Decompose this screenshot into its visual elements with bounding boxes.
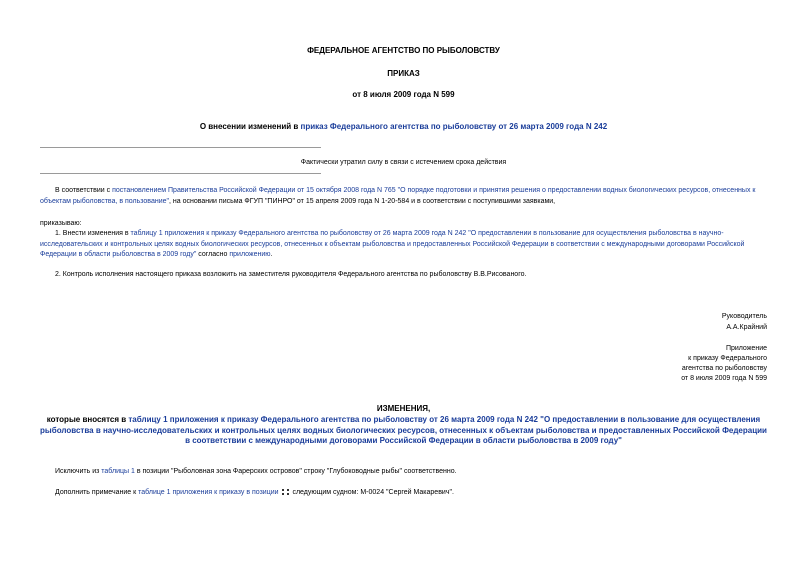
table-1-link[interactable]: таблицу 1 приложения к приказу Федерального агентства по рыболовству от 26 марта 2009 года N 242 "О предоставлении в пользование для осуществления рыболовства в научно-исследовательских и контрольных целях водных биологических ресурсов, отнесенных к объектам рыболовства и предоставленных Российской Федерации в соответствии с международными договорами Российской Федерации в области рыболовства в 2009 году": [40, 230, 745, 258]
item-1-paragraph: 1. Внести изменения в таблицу 1 приложения к приказу Федерального агентства по рыболовству от 26 марта 2009 года N 242 "О предоставлении в пользование для осуществления рыболовства в научно-исследовательских и контрольных целях водных биологических ресурсов, отнесенных к объектам рыболовства и предоставленных Российской Федерации в соответствии с международными договорами Российской Федерации в области рыболовства в 2009 году" согласно приложению.: [40, 230, 745, 258]
change-1-table-link[interactable]: таблицы 1: [101, 468, 135, 475]
changes-table-link[interactable]: таблицу 1 приложения к приказу Федерального агентства по рыболовству от 26 марта 2009 года N 242 "О предоставлении в пользование для осуществления рыболовства в научно-исследовательских и контрольных целях водных биологических ресурсов, отнесенных к объектам рыболовства и предоставленных Российской Федерации в соответствии с международными договорами Российской Федерации в области рыболовства в 2009 году": [40, 415, 767, 445]
signature-title: Руководитель: [721, 313, 767, 320]
document-subject: [0, 122, 807, 131]
changes-description: которые вносятся в таблицу 1 приложения к приказу Федерального агентства по рыболовству от 26 марта 2009 года N 242 "О предоставлении в пользование для осуществления рыболовства в научно-исследовательских и контрольных целях водных биологических ресурсов, отнесенных к объектам рыболовства и предоставленных Российской Федерации в соответствии с международными договорами Российской Федерации в области рыболовства в 2009 году": [40, 415, 767, 445]
item-2-paragraph: 2. Контроль исполнения настоящего приказа возложить на заместителя руководителя Федерального агентства по рыболовству В.В.Рисованого.: [55, 271, 527, 278]
preamble-paragraph: В соответствии с постановлением Правительства Российской Федерации от 15 октября 2008 года N 765 "О порядке подготовки и принятия решения о предоставлении водных биологических ресурсов, отнесенных к объектам рыболовства, в пользование", на основании письма ФГУП "ПИНРО" от 15 апреля 2009 года N 1-20-584 и в соответствии с поступившими заявками,: [40, 187, 756, 205]
resolution-link[interactable]: постановлением Правительства Российской Федерации от 15 октября 2008 года N 765 "О порядке подготовки и принятия решения о предоставлении водных биологических ресурсов, отнесенных к объектам рыболовства, в пользование": [40, 187, 756, 205]
status-note: Фактически утратил силу в связи с истечением срока действия: [300, 159, 507, 166]
changes-title: ИЗМЕНЕНИЯ,: [376, 404, 431, 413]
divider-bottom: [40, 173, 321, 174]
appendix-line-2: к приказу Федерального: [688, 355, 767, 362]
divider-top: [40, 147, 321, 148]
appendix-label: Приложение: [725, 345, 767, 352]
subject-prefix: О внесении изменений в: [199, 122, 301, 131]
dots-icon: [281, 489, 291, 495]
change-2: Дополнить примечание к таблице 1 приложения к приказу в позиции следующим судном: М-0024 "Сергей Макаревич".: [55, 489, 454, 496]
change-1: Исключить из таблицы 1 в позиции "Рыболовная зона Фарерских островов" строку "Глубоководные рыбы" соответственно.: [55, 468, 457, 475]
document-date-number: от 8 июля 2009 года N 599: [352, 90, 455, 99]
appendix-link[interactable]: приложению: [229, 251, 271, 258]
agency-name: ФЕДЕРАЛЬНОЕ АГЕНТСТВО ПО РЫБОЛОВСТВУ: [307, 46, 500, 55]
document-type: ПРИКАЗ: [387, 69, 420, 78]
order-word: приказываю:: [40, 220, 82, 227]
change-2-table-link[interactable]: таблице 1 приложения к приказу в позиции: [138, 489, 279, 496]
signature-name: А.А.Крайний: [726, 324, 767, 331]
subject-link[interactable]: приказ Федерального агентства по рыболовству от 26 марта 2009 года N 242: [300, 122, 608, 131]
appendix-line-4: от 8 июля 2009 года N 599: [681, 375, 767, 382]
appendix-line-3: агентства по рыболовству: [681, 365, 767, 372]
